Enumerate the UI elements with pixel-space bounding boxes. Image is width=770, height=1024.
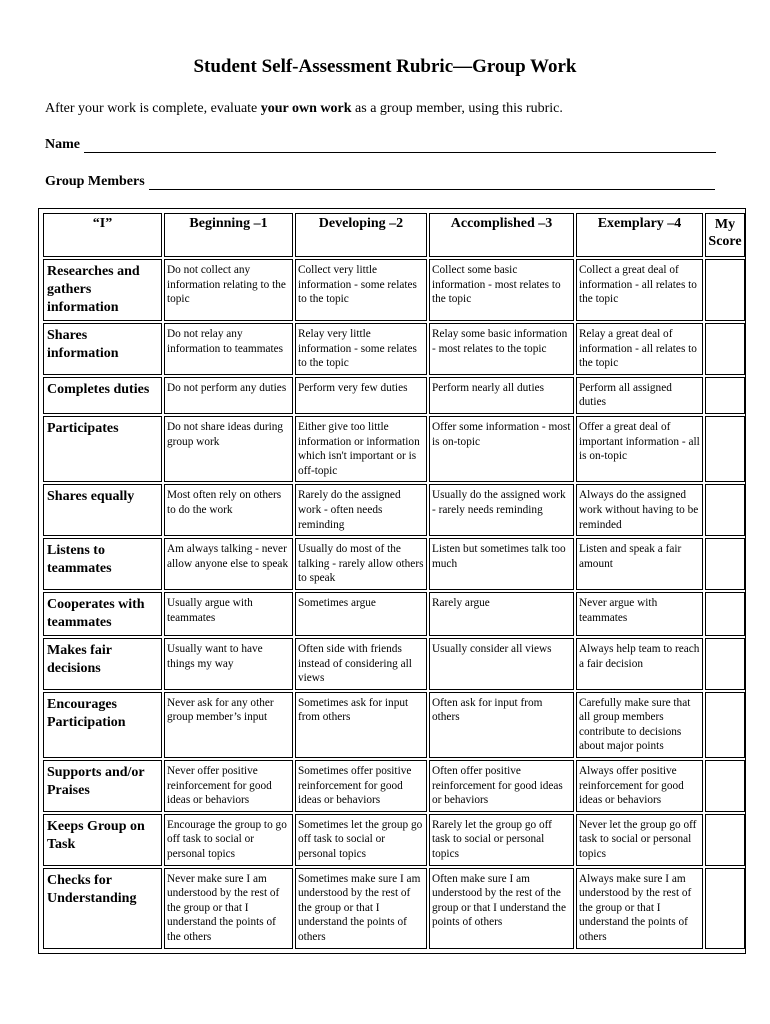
group-members-blank-line[interactable] xyxy=(149,177,715,190)
rubric-cell: Always offer positive reinforcement for good ideas or behaviors xyxy=(576,760,703,812)
criterion-label: Encourages Participation xyxy=(43,692,162,758)
rubric-cell: Encourage the group to go off task to social or personal topics xyxy=(164,814,293,866)
rubric-cell: Most often rely on others to do the work xyxy=(164,484,293,536)
rubric-cell: Collect some basic information - most relates to the topic xyxy=(429,259,574,321)
my-score-cell[interactable] xyxy=(705,760,745,812)
table-row xyxy=(43,638,745,690)
intro-after: as a group member, using this rubric. xyxy=(351,101,563,116)
header-cell: “I” xyxy=(43,213,162,257)
rubric-cell: Perform nearly all duties xyxy=(429,377,574,414)
criterion-label: Keeps Group on Task xyxy=(43,814,162,866)
rubric-cell: Sometimes argue xyxy=(295,592,427,636)
my-score-cell[interactable] xyxy=(705,814,745,866)
rubric-cell: Listen but sometimes talk too much xyxy=(429,538,574,590)
intro-text xyxy=(45,101,563,117)
header-my-score: My Score xyxy=(705,213,745,257)
rubric-table xyxy=(41,211,747,951)
rubric-cell: Either give too little information or information which isn't important or is off-topic xyxy=(295,416,427,482)
rubric-cell: Never ask for any other group member’s input xyxy=(164,692,293,758)
name-label: Name xyxy=(45,137,80,152)
criterion-label: Checks for Understanding xyxy=(43,868,162,949)
name-field[interactable] xyxy=(45,137,716,153)
criterion-label: Listens to teammates xyxy=(43,538,162,590)
rubric-cell: Always do the assigned work without having to be reminded xyxy=(576,484,703,536)
rubric-frame xyxy=(38,208,746,954)
rubric-cell: Usually do the assigned work - rarely needs reminding xyxy=(429,484,574,536)
rubric-cell: Relay some basic information - most relates to the topic xyxy=(429,323,574,375)
name-blank-line[interactable] xyxy=(84,140,716,153)
header-cell: Beginning –1 xyxy=(164,213,293,257)
rubric-cell: Relay a great deal of information - all relates to the topic xyxy=(576,323,703,375)
my-score-cell[interactable] xyxy=(705,484,745,536)
criterion-label: Shares equally xyxy=(43,484,162,536)
my-score-cell[interactable] xyxy=(705,692,745,758)
rubric-cell: Sometimes make sure I am understood by the rest of the group or that I understand the points of others xyxy=(295,868,427,949)
group-members-field[interactable] xyxy=(45,174,715,190)
rubric-cell: Sometimes ask for input from others xyxy=(295,692,427,758)
rubric-cell: Always help team to reach a fair decision xyxy=(576,638,703,690)
rubric-cell: Do not share ideas during group work xyxy=(164,416,293,482)
intro-bold: your own work xyxy=(260,101,352,116)
rubric-cell: Rarely do the assigned work - often needs reminding xyxy=(295,484,427,536)
rubric-cell: Often offer positive reinforcement for good ideas or behaviors xyxy=(429,760,574,812)
table-row xyxy=(43,259,745,321)
rubric-cell: Collect very little information - some relates to the topic xyxy=(295,259,427,321)
table-row xyxy=(43,760,745,812)
my-score-cell[interactable] xyxy=(705,416,745,482)
rubric-cell: Always make sure I am understood by the rest of the group or that I understand the points of others xyxy=(576,868,703,949)
rubric-cell: Perform all assigned duties xyxy=(576,377,703,414)
header-row xyxy=(43,213,745,257)
table-row xyxy=(43,538,745,590)
rubric-cell: Relay very little information - some relates to the topic xyxy=(295,323,427,375)
rubric-cell: Offer some information - most is on-topic xyxy=(429,416,574,482)
criterion-label: Cooperates with teammates xyxy=(43,592,162,636)
rubric-cell: Listen and speak a fair amount xyxy=(576,538,703,590)
group-members-label: Group Members xyxy=(45,174,145,189)
table-row xyxy=(43,592,745,636)
rubric-cell: Am always talking - never allow anyone else to speak xyxy=(164,538,293,590)
my-score-cell[interactable] xyxy=(705,868,745,949)
page-title: Student Self-Assessment Rubric—Group Work xyxy=(193,56,577,77)
criterion-label: Participates xyxy=(43,416,162,482)
intro-before: After your work is complete, evaluate xyxy=(45,101,261,116)
my-score-cell[interactable] xyxy=(705,377,745,414)
rubric-cell: Usually want to have things my way xyxy=(164,638,293,690)
rubric-cell: Never argue with teammates xyxy=(576,592,703,636)
rubric-cell: Often ask for input from others xyxy=(429,692,574,758)
my-score-cell[interactable] xyxy=(705,638,745,690)
rubric-cell: Do not relay any information to teammates xyxy=(164,323,293,375)
criterion-label: Researches and gathers information xyxy=(43,259,162,321)
rubric-cell: Often side with friends instead of considering all views xyxy=(295,638,427,690)
rubric-cell: Never offer positive reinforcement for good ideas or behaviors xyxy=(164,760,293,812)
rubric-cell: Rarely let the group go off task to social or personal topics xyxy=(429,814,574,866)
table-row xyxy=(43,814,745,866)
rubric-cell: Never make sure I am understood by the rest of the group or that I understand the points of the others xyxy=(164,868,293,949)
rubric-cell: Perform very few duties xyxy=(295,377,427,414)
rubric-cell: Rarely argue xyxy=(429,592,574,636)
table-row xyxy=(43,868,745,949)
header-cell: Developing –2 xyxy=(295,213,427,257)
rubric-cell: Collect a great deal of information - all relates to the topic xyxy=(576,259,703,321)
table-row xyxy=(43,416,745,482)
my-score-cell[interactable] xyxy=(705,538,745,590)
rubric-cell: Usually argue with teammates xyxy=(164,592,293,636)
table-row xyxy=(43,484,745,536)
rubric-cell: Offer a great deal of important information - all is on-topic xyxy=(576,416,703,482)
criterion-label: Makes fair decisions xyxy=(43,638,162,690)
rubric-cell: Sometimes offer positive reinforcement for good ideas or behaviors xyxy=(295,760,427,812)
rubric-cell: Usually consider all views xyxy=(429,638,574,690)
my-score-cell[interactable] xyxy=(705,259,745,321)
table-row xyxy=(43,692,745,758)
criterion-label: Completes duties xyxy=(43,377,162,414)
table-row xyxy=(43,323,745,375)
rubric-cell: Sometimes let the group go off task to social or personal topics xyxy=(295,814,427,866)
rubric-cell: Never let the group go off task to social or personal topics xyxy=(576,814,703,866)
rubric-body xyxy=(43,259,745,949)
rubric-cell: Usually do most of the talking - rarely allow others to speak xyxy=(295,538,427,590)
rubric-cell: Do not perform any duties xyxy=(164,377,293,414)
rubric-cell: Often make sure I am understood by the rest of the group or that I understand the points of others xyxy=(429,868,574,949)
rubric-cell: Do not collect any information relating to the topic xyxy=(164,259,293,321)
my-score-cell[interactable] xyxy=(705,592,745,636)
criterion-label: Shares information xyxy=(43,323,162,375)
table-row xyxy=(43,377,745,414)
header-cell: Accomplished –3 xyxy=(429,213,574,257)
my-score-cell[interactable] xyxy=(705,323,745,375)
criterion-label: Supports and/or Praises xyxy=(43,760,162,812)
rubric-cell: Carefully make sure that all group members contribute to decisions about major points xyxy=(576,692,703,758)
header-cell: Exemplary –4 xyxy=(576,213,703,257)
